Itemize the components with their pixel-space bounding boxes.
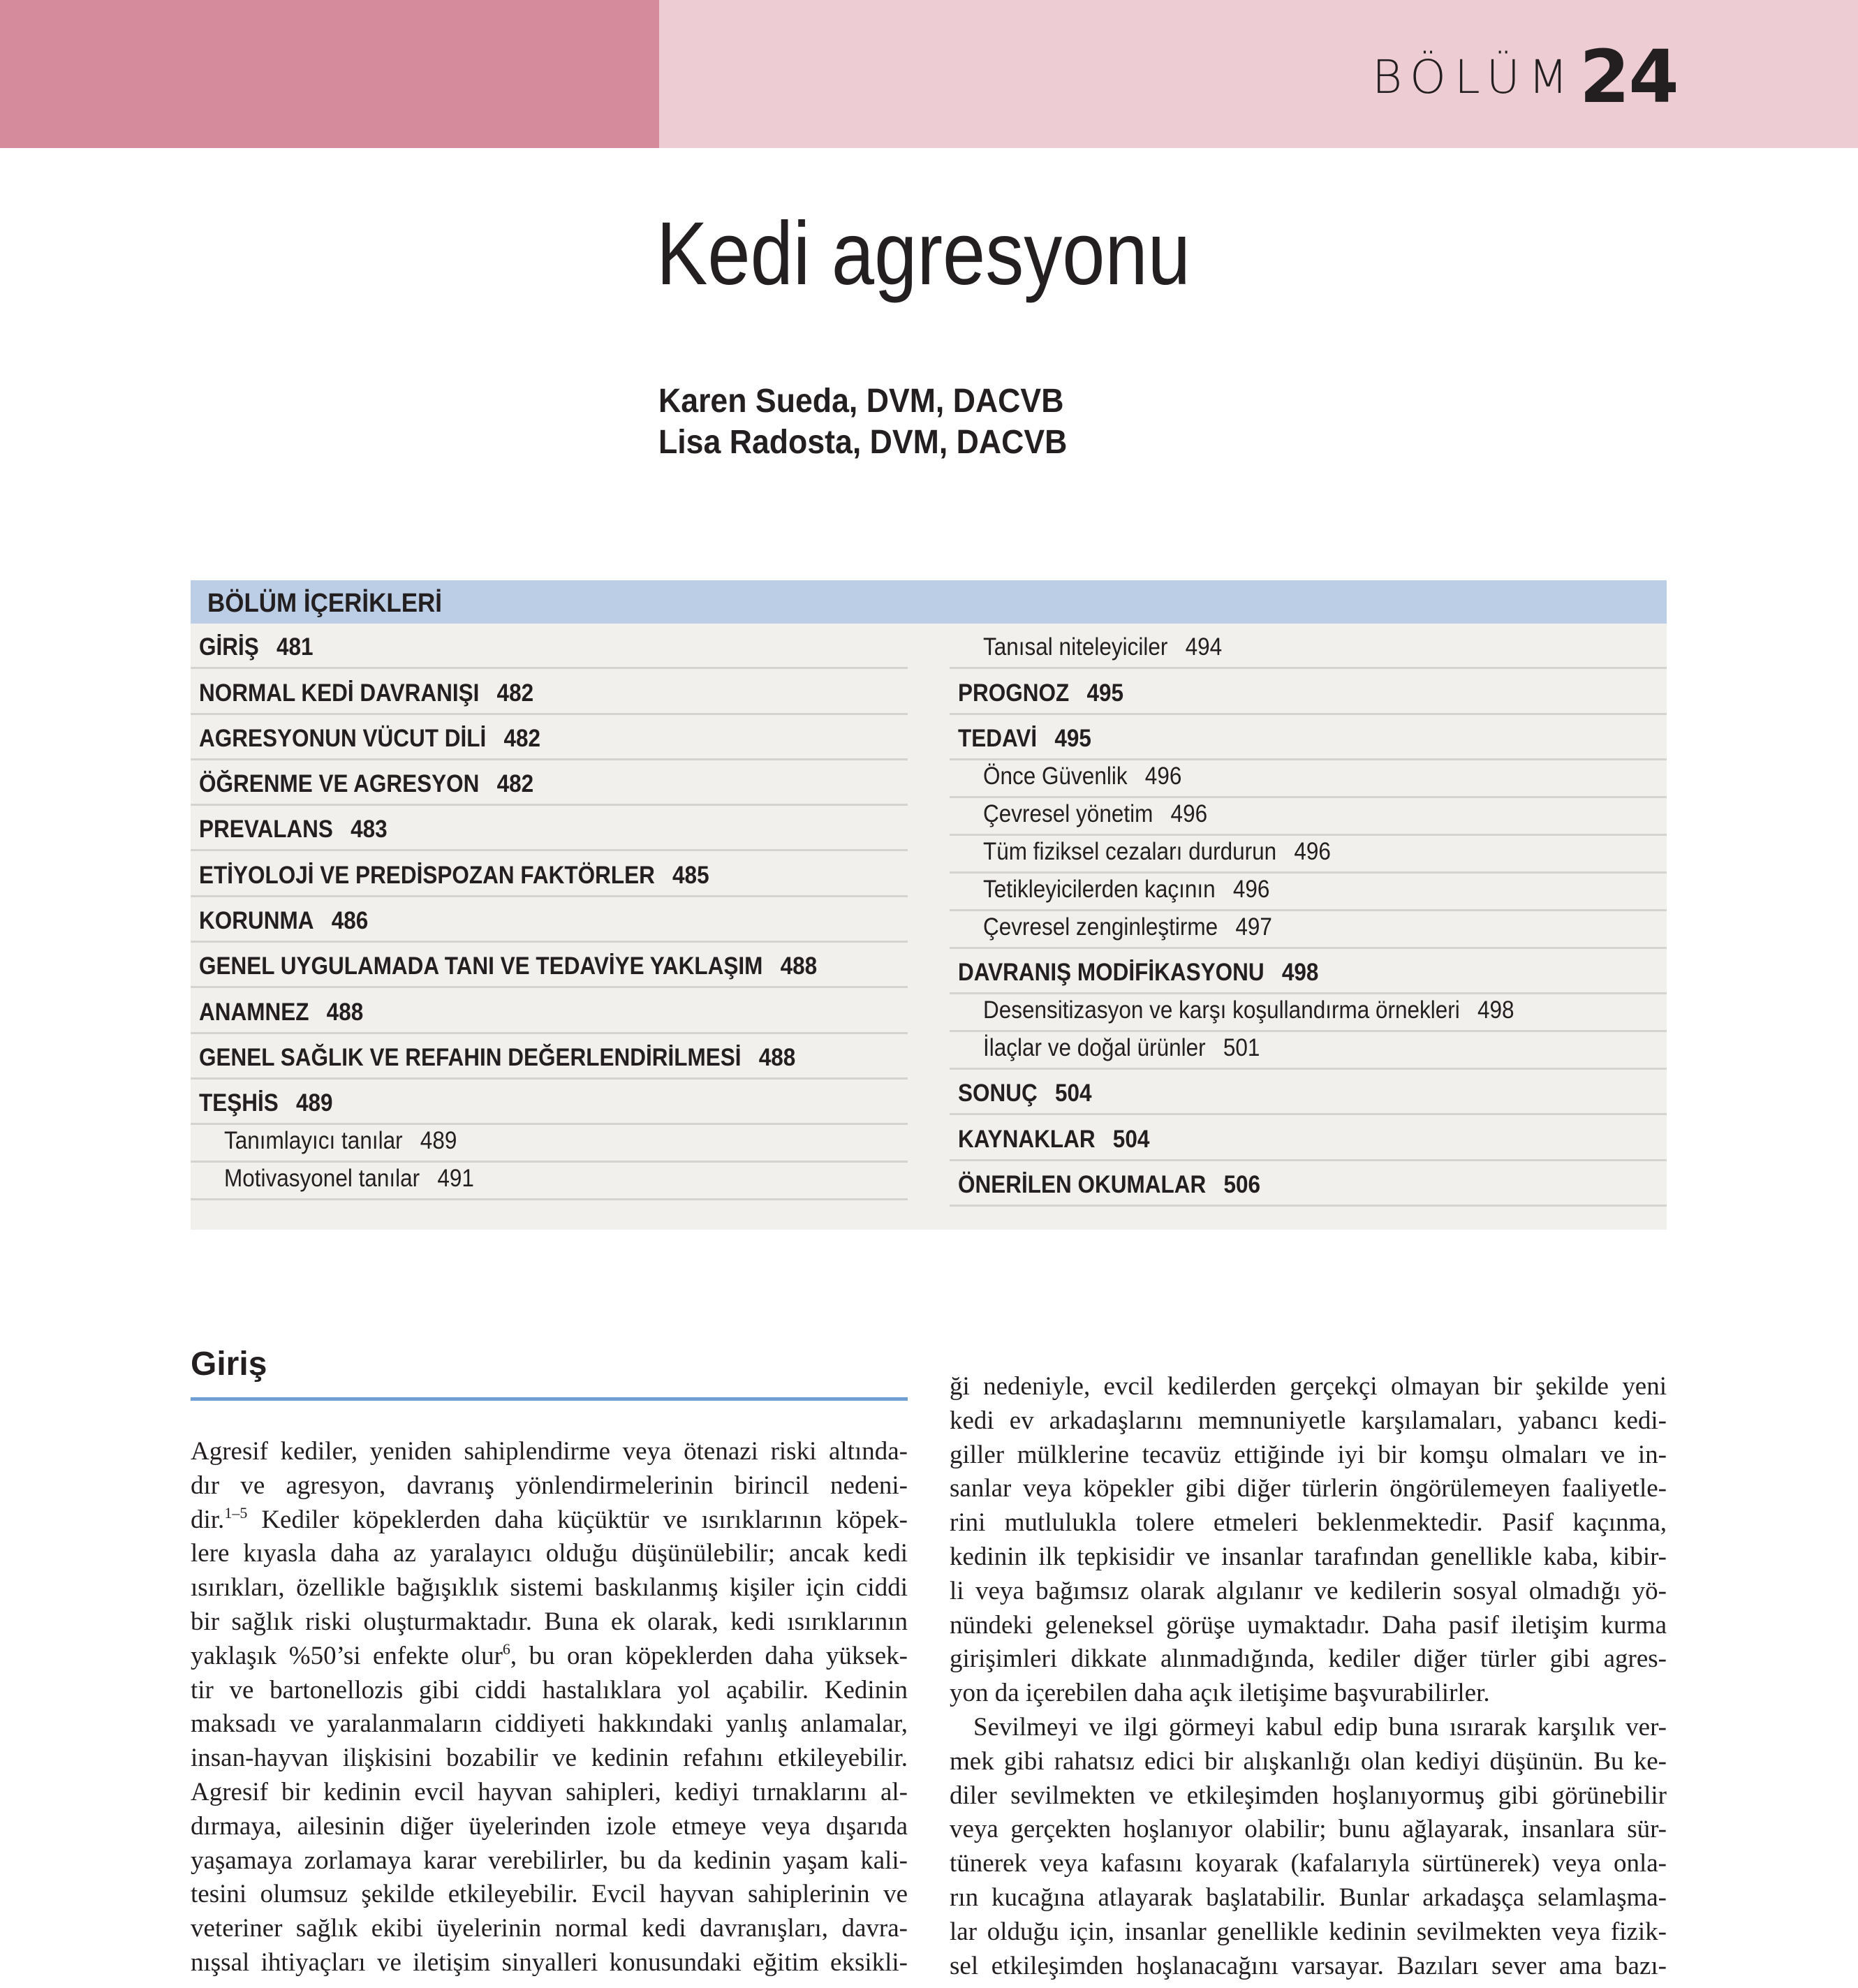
body-text: kedi ev arkadaşlarını memnuniyetle karşılamaları, yabancı kedi- [950,1406,1667,1435]
contents-entry-page: 482 [503,724,541,752]
contents-entry-label: ÖNERİLEN OKUMALAR [958,1171,1207,1199]
chapter-label: BÖLÜM [1372,50,1577,104]
contents-entry-text [199,633,314,661]
contents-entry-text [199,1044,795,1072]
body-text-line [950,1404,1667,1438]
contents-entry-page: 488 [780,952,818,980]
contents-entry-text [958,1080,1092,1107]
contents-entry[interactable] [950,624,1667,669]
contents-entry[interactable] [950,760,1667,798]
body-text-line [950,1779,1667,1813]
contents-entry-page: 498 [1477,996,1514,1024]
contents-entry-text [983,1034,1260,1062]
contents-entry-text [983,876,1269,904]
body-text-line [950,1370,1667,1404]
contents-entry[interactable] [950,836,1667,874]
body-text: veteriner sağlık ekibi üyelerinin normal kedi davranışları, davra- [191,1914,908,1943]
contents-entry[interactable] [950,1161,1667,1207]
contents-entry-label: ETİYOLOJİ VE PREDİSPOZAN FAKTÖRLER [199,861,655,889]
contents-entry[interactable] [950,994,1667,1032]
contents-entry[interactable] [191,1125,908,1163]
contents-entry-page: 482 [496,679,534,707]
section-rule [191,1397,908,1401]
contents-entry-text [958,1171,1260,1199]
body-text-line [191,1912,908,1946]
body-text-line [950,1438,1667,1473]
contents-entry[interactable] [191,760,908,806]
body-text-line [191,1503,908,1538]
contents-entry-page: 496 [1170,800,1208,827]
contents-entry-label: TEŞHİS [199,1089,279,1117]
body-text: mek gibi rahatsız edici bir alışkanlığı olan kediyi düşünün. Bu ke- [950,1746,1667,1776]
contents-entry-label: TEDAVİ [958,724,1038,752]
contents-entry-label: GİRİŞ [199,633,259,661]
contents-entry[interactable] [950,949,1667,994]
body-text: bir sağlık riski oluşturmaktadır. Buna ek olarak, kedi ısırıklarının [191,1607,908,1636]
contents-entry-text [983,996,1514,1024]
contents-entry[interactable] [191,851,908,897]
contents-entry-text [958,1126,1149,1154]
contents-entry-label: Çevresel yönetim [983,800,1153,827]
body-text-line [191,1605,908,1640]
contents-entry-page: 496 [1144,762,1182,790]
body-text: maksadı ve yaralanmaların ciddiyeti hakkındaki yanlış anlamalar, [191,1709,908,1739]
header-band [659,0,1858,148]
contents-entry[interactable] [191,943,908,988]
contents-entry-label: Tanımlayıcı tanılar [224,1127,403,1155]
contents-entry-page: 495 [1086,679,1124,707]
body-text-line [950,1472,1667,1506]
body-text: Kediler köpeklerden daha küçüktür ve ısırıklarının köpek- [247,1505,908,1534]
contents-entry-page: 494 [1185,633,1223,661]
contents-entry[interactable] [950,1070,1667,1115]
header-band-accent [0,0,659,148]
body-text: Sevilmeyi ve ilgi görmeyi kabul edip buna ısırarak karşılık ver- [973,1712,1667,1742]
body-text: li veya bağımsız olarak algılanır ve kedilerin sosyal olmadığı yö- [950,1576,1667,1605]
contents-entry-label: Desensitizasyon ve karşı koşullandırma örnekleri [983,996,1460,1024]
body-text-line [191,1810,908,1844]
citation-superscript: 1–5 [224,1503,248,1522]
body-text-line [950,1575,1667,1609]
contents-entry-text [983,763,1181,790]
body-text-line [191,1742,908,1776]
contents-entry-text [224,1127,457,1155]
body-text: girişimleri dikkate alınmadığında, kediler diğer türler gibi agres- [950,1644,1667,1674]
contents-entry-label: PROGNOZ [958,679,1070,707]
contents-entry-page: 488 [758,1043,796,1071]
contents-entry-page: 481 [276,633,314,661]
contents-entry-label: Tüm fiziksel cezaları durdurun [983,837,1277,865]
contents-entry-label: İlaçlar ve doğal ürünler [983,1034,1206,1062]
contents-entry-text [983,633,1222,661]
body-text-line [191,1878,908,1912]
body-text-line [950,1711,1667,1745]
contents-entry-label: ANAMNEZ [199,998,309,1026]
contents-entry-label: Tetikleyicilerden kaçının [983,875,1216,903]
contents-entry[interactable] [950,1032,1667,1070]
contents-entry-page: 506 [1223,1171,1261,1199]
body-text: Agresif bir kedinin evcil hayvan sahipleri, kediyi tırnaklarını al- [191,1777,908,1806]
body-text: rini mutlulukla tolere etmeleri beklenmektedir. Pasif kaçınma, [950,1508,1667,1538]
contents-entry-label: KORUNMA [199,907,314,935]
body-text-line [950,1813,1667,1847]
contents-entry-label: Tanısal niteleyiciler [983,633,1168,661]
contents-entry-text [958,679,1123,707]
body-text: yon da içerebilen daha açık iletişime başvurabilirler. [950,1679,1490,1708]
body-text-line [191,1946,908,1980]
contents-entry-page: 504 [1054,1080,1092,1107]
contents-entry-text [199,679,533,707]
contents-entry-label: Çevresel zenginleştirme [983,913,1218,941]
contents-entry-label: SONUÇ [958,1080,1038,1107]
contents-entry-page: 488 [326,998,364,1026]
contents-entry-label: AGRESYONUN VÜCUT DİLİ [199,724,487,752]
contents-entry-label: Motivasyonel tanılar [224,1165,420,1193]
chapter-number: 24 [1579,34,1678,119]
contents-entry[interactable] [950,798,1667,836]
body-text-line [191,1776,908,1810]
body-text-line [191,1435,908,1469]
contents-entry-text [199,1089,333,1117]
contents-entry-label: KAYNAKLAR [958,1125,1096,1153]
body-text-line [950,1609,1667,1643]
contents-entry-text [224,1165,474,1193]
contents-entry-page: 497 [1235,913,1272,941]
body-text-line [191,1469,908,1503]
body-text: veya gerçekten hoşlanıyor olabilir; bunu ağlayarak, insanlara sür- [950,1815,1667,1844]
contents-entry[interactable] [191,1080,908,1125]
chapter-title: Kedi agresyonu [656,204,1190,304]
contents-entry-text [199,999,363,1026]
contents-entry[interactable] [191,988,908,1033]
body-text: nündeki geleneksel görüşe uymaktadır. Daha pasif iletişim kurma [950,1610,1667,1640]
body-text: dir. [191,1505,225,1534]
contents-entry[interactable] [950,1115,1667,1161]
contents-entry-page: 483 [351,816,388,844]
body-text-line [950,1950,1667,1984]
body-text: insan-hayvan ilişkisini bozabilir ve kedinin refahını etkileyebilir. [191,1744,908,1773]
contents-entry-text [199,862,709,890]
contents-entry-text [983,913,1272,941]
contents-entry-text [958,959,1318,987]
body-text-line [950,1506,1667,1540]
body-text: lar olduğu için, insanlar genellikle kedinin sevilmekten veya fizik- [950,1917,1667,1946]
body-column-right [950,1370,1667,1983]
citation-superscript: 6 [502,1640,510,1658]
body-text-line [950,1881,1667,1915]
contents-entry-page: 489 [420,1127,457,1155]
body-text-line [191,1707,908,1742]
body-text: tünerek veya kafasını koyarak (kafalarıyla sürtünerek) veya onla- [950,1849,1667,1878]
contents-entry-text [199,952,817,980]
body-text: ısırıkları, özellikle bağışıklık sistemi baskılanmış kişiler için ciddi [191,1573,908,1603]
body-text: yaşamaya zorlamaya karar verebilirler, bu da kedinin yaşam kali- [191,1846,908,1875]
contents-column-right [950,624,1667,1207]
body-text: giller mülklerine tecavüz ettiğinde iyi bir komşu olmaları ve in- [950,1440,1667,1469]
contents-entry-label: GENEL SAĞLIK VE REFAHIN DEĞERLENDİRİLMESİ [199,1043,742,1071]
author-list [658,381,1098,463]
contents-entry-page: 504 [1112,1125,1150,1153]
contents-entry-label: DAVRANIŞ MODİFİKASYONU [958,959,1265,987]
contents-entry-text [199,725,540,753]
contents-body [191,624,1667,1230]
contents-entry-text [199,770,533,798]
contents-entry[interactable] [191,669,908,714]
body-text: kedinin ilk tepkisidir ve insanlar tarafından genellikle kaba, kibir- [950,1542,1667,1571]
contents-column-left [191,624,908,1200]
contents-entry[interactable] [950,669,1667,714]
body-text-line [191,1640,908,1674]
contents-entry-page: 486 [331,907,369,935]
body-text-line [950,1642,1667,1677]
body-text-line [950,1745,1667,1779]
body-text: sanlar veya köpekler gibi diğer türlerin öngörülemeyen faaliyetle- [950,1474,1667,1503]
contents-heading: BÖLÜM İÇERİKLERİ [207,589,443,618]
contents-entry-page: 489 [295,1089,333,1117]
author: Karen Sueda, DVM, DACVB [658,383,1064,420]
body-text-line [191,1674,908,1708]
contents-entry-label: PREVALANS [199,816,333,844]
body-text: nışsal ihtiyaçları ve iletişim sinyalleri konusundaki eğitim eksikli- [191,1947,908,1977]
body-text: yaklaşık %50’si enfekte olur [191,1641,503,1670]
contents-entry[interactable] [950,715,1667,760]
contents-entry-page: 501 [1223,1034,1260,1062]
contents-entry-label: ÖĞRENME VE AGRESYON [199,770,480,798]
body-text-line [191,1571,908,1605]
contents-entry-label: GENEL UYGULAMADA TANI VE TEDAVİYE YAKLAŞIM [199,952,763,980]
chapter-contents-box [191,580,1667,1230]
body-text: sel etkileşimden hoşlanacağını varsayar. Bazıları sever ama bazı- [950,1951,1667,1980]
section-heading: Giriş [191,1346,267,1383]
contents-entry[interactable] [950,874,1667,911]
contents-entry-text [983,800,1207,828]
contents-entry[interactable] [191,806,908,851]
body-text: Agresif kediler, yeniden sahiplendirme veya ötenazi riski altında- [191,1437,908,1466]
body-text: dırmaya, ailesinin diğer üyelerinden izole etmeye veya dışarıda [191,1811,908,1841]
body-text: diler sevilmekten ve etkileşimden hoşlanıyormuş gibi görünebilir [950,1781,1667,1810]
body-text: tir ve bartonellozis gibi ciddi hastalıklara yol açabilir. Kedinin [191,1675,908,1704]
contents-entry-page: 496 [1232,875,1270,903]
contents-entry-page: 498 [1281,959,1319,987]
contents-entry[interactable] [191,715,908,760]
contents-entry-label: NORMAL KEDİ DAVRANIŞI [199,679,480,707]
author: Lisa Radosta, DVM, DACVB [658,424,1068,461]
contents-entry-page: 491 [437,1165,474,1193]
body-text-line [191,1537,908,1571]
contents-entry-page: 482 [496,770,534,798]
body-text-line [950,1540,1667,1575]
contents-entry[interactable] [191,1034,908,1080]
body-text: ği nedeniyle, evcil kedilerden gerçekçi olmayan bir şekilde yeni [950,1372,1667,1401]
contents-entry[interactable] [191,897,908,943]
contents-entry-label: Önce Güvenlik [983,762,1128,790]
body-column-left [191,1435,908,1980]
body-text: dır ve agresyon, davranış yönlendirmelerinin birincil nedeni- [191,1471,908,1500]
body-text: rın kucağına atlayarak başlatabilir. Bunlar arkadaşça selamlaşma- [950,1883,1667,1912]
contents-entry-text [958,725,1091,753]
contents-header [191,580,1667,624]
body-text-line [950,1847,1667,1881]
body-text: , bu oran köpeklerden daha yüksek- [510,1641,908,1670]
contents-entry[interactable] [191,1163,908,1200]
body-text: lere kıyasla daha az yaralayıcı olduğu düşünülebilir; ancak kedi [191,1539,908,1568]
contents-entry-page: 495 [1054,724,1091,752]
body-text-line [191,1844,908,1878]
contents-entry[interactable] [191,624,908,669]
contents-entry[interactable] [950,911,1667,949]
contents-entry-text [983,838,1331,866]
contents-entry-page: 496 [1294,837,1331,865]
body-text-line [950,1677,1667,1711]
contents-entry-text [199,816,388,844]
contents-entry-text [199,907,368,935]
body-text-line [950,1915,1667,1950]
contents-entry-page: 485 [672,861,709,889]
body-text: tesini olumsuz şekilde etkileyebilir. Evcil hayvan sahiplerinin ve [191,1880,908,1909]
